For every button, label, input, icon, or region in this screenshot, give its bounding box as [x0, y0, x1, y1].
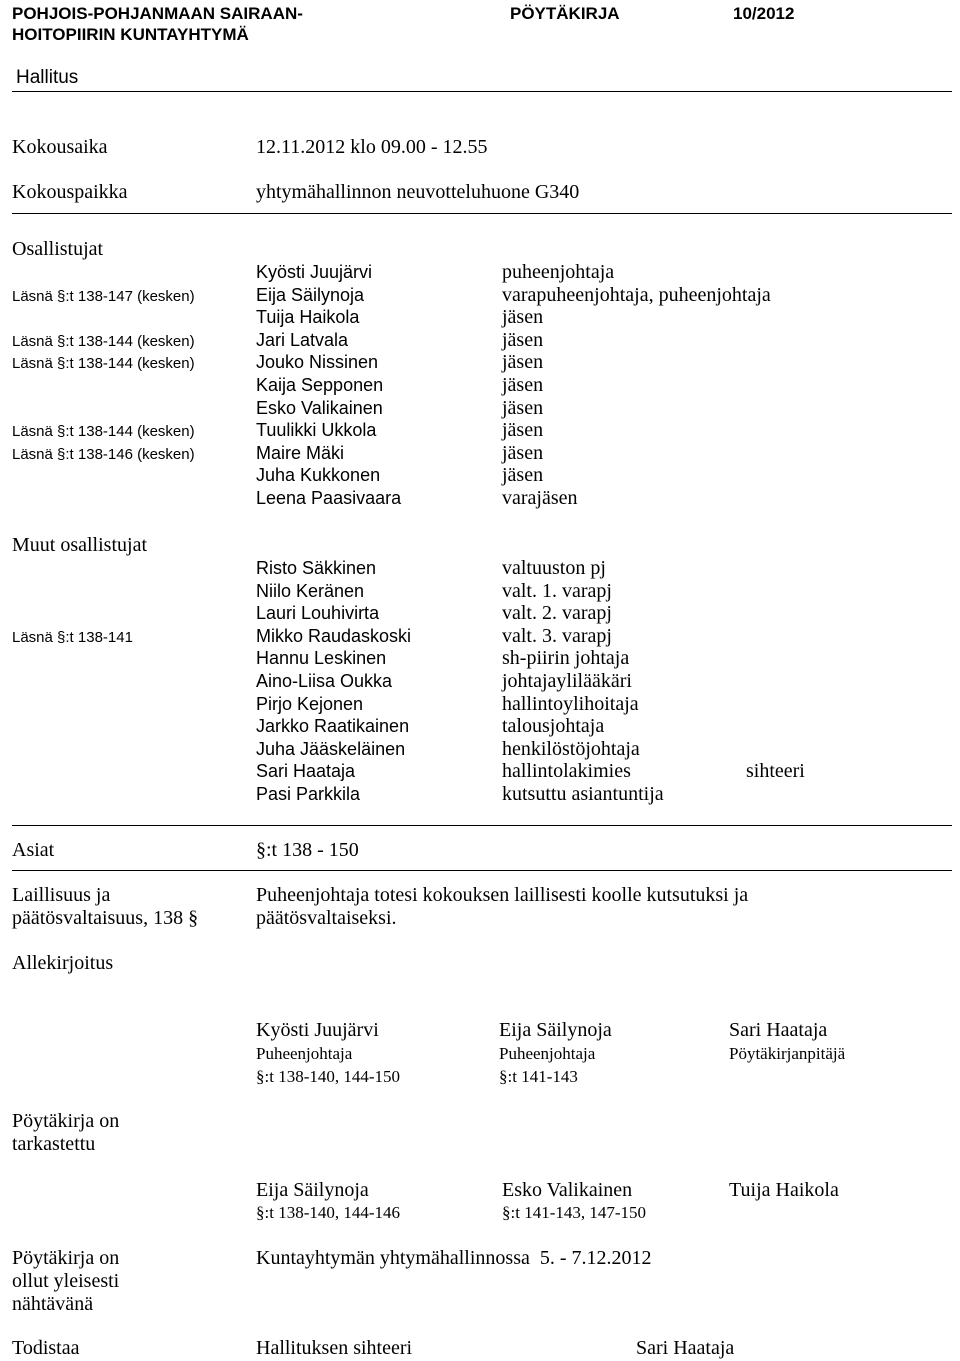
attendance-note: Läsnä §:t 138-147 (kesken) [12, 287, 195, 305]
header-rule [12, 91, 952, 92]
person-role: valt. 1. varapj [502, 579, 612, 602]
person-name: Tuija Haikola [256, 307, 360, 328]
meeting-place-label: Kokouspaikka [12, 181, 128, 203]
signer-sections: §:t 141-143 [499, 1067, 578, 1086]
person-name: Kaija Sepponen [256, 375, 384, 395]
person-name: Sari Haataja [256, 761, 356, 782]
meeting-time-value: 12.11.2012 klo 09.00 - 12.55 [256, 136, 488, 158]
person-role: henkilöstöjohtaja [502, 737, 640, 760]
legality-label-line2: päätösvaltaisuus, 138 § [12, 907, 199, 929]
signer-sections: §:t 138-140, 144-150 [256, 1067, 401, 1086]
person-name: Pasi Parkkila [256, 784, 361, 804]
person-role: johtajaylilääkäri [502, 670, 632, 692]
person-role: varapuheenjohtaja, puheenjohtaja [502, 283, 771, 306]
person-role: jäsen [502, 306, 544, 329]
person-role: jäsen [502, 374, 544, 396]
certify-name: Sari Haataja [636, 1337, 735, 1359]
person-name: Jari Latvala [256, 329, 349, 350]
checker-name: Tuija Haikola [729, 1179, 839, 1201]
attendance-note: Läsnä §:t 138-146 (kesken) [12, 445, 195, 463]
meeting-rule [12, 213, 952, 214]
checker-name: Esko Valikainen [502, 1179, 633, 1201]
checker-sections: §:t 138-140, 144-146 [256, 1203, 401, 1222]
person-role: valt. 2. varapj [502, 602, 612, 625]
attendance-note: Läsnä §:t 138-141 [12, 628, 133, 646]
person-name: Risto Säkkinen [256, 558, 377, 578]
person-role: puheenjohtaja [502, 261, 615, 283]
person-name: Lauri Louhivirta [256, 603, 380, 624]
person-name: Niilo Keränen [256, 580, 365, 601]
organization-name-line1: POHJOIS-POHJANMAAN SAIRAAN- [12, 4, 303, 23]
person-name: Esko Valikainen [256, 397, 383, 418]
person-role: jäsen [502, 328, 544, 351]
person-role: valt. 3. varapj [502, 624, 612, 647]
person-role: jäsen [502, 419, 544, 442]
person-role: hallintoylihoitaja [502, 692, 639, 715]
signer-title: Puheenjohtaja [256, 1044, 353, 1063]
legality-label-line1: Laillisuus ja [12, 884, 111, 906]
attendance-note: Läsnä §:t 138-144 (kesken) [12, 332, 195, 350]
person-extra-role: sihteeri [746, 760, 805, 783]
public-label-line3: nähtävänä [12, 1293, 94, 1315]
person-name: Kyösti Juujärvi [256, 262, 373, 282]
checked-label-line1: Pöytäkirja on [12, 1110, 120, 1132]
public-label-line1: Pöytäkirja on [12, 1247, 120, 1269]
public-value: Kuntayhtymän yhtymähallinnossa 5. - 7.12.2012 [256, 1247, 652, 1269]
person-name: Juha Kukkonen [256, 465, 381, 486]
checker-sections: §:t 141-143, 147-150 [502, 1203, 647, 1222]
body-name: Hallitus [16, 67, 79, 88]
legality-text-line1: Puheenjohtaja totesi kokouksen laillisesti koolle kutsutuksi ja [256, 884, 749, 906]
person-role: talousjohtaja [502, 715, 605, 738]
participants-rule [12, 825, 952, 826]
signer-name: Sari Haataja [729, 1019, 828, 1041]
signature-label: Allekirjoitus [12, 952, 114, 974]
person-role: kutsuttu asiantuntija [502, 783, 664, 805]
person-role: jäsen [502, 441, 544, 464]
public-label-line2: ollut yleisesti [12, 1270, 120, 1292]
person-role: sh-piirin johtaja [502, 647, 630, 670]
signer-title: Puheenjohtaja [499, 1044, 596, 1063]
person-name: Leena Paasivaara [256, 488, 402, 508]
certify-label: Todistaa [12, 1337, 80, 1359]
person-name: Hannu Leskinen [256, 648, 387, 669]
person-role: jäsen [502, 396, 544, 419]
attendance-note: Läsnä §:t 138-144 (kesken) [12, 355, 195, 373]
matters-label: Asiat [12, 839, 55, 861]
participants-label: Osallistujat [12, 238, 104, 260]
checked-label-line2: tarkastettu [12, 1133, 96, 1155]
person-role: varajäsen [502, 487, 578, 509]
person-name: Maire Mäki [256, 442, 345, 463]
organization-name-line2: HOITOPIIRIN KUNTAYHTYMÄ [12, 25, 249, 44]
person-name: Mikko Raudaskoski [256, 625, 412, 646]
person-role: jäsen [502, 351, 544, 374]
person-name: Jarkko Raatikainen [256, 716, 410, 737]
person-name: Pirjo Kejonen [256, 693, 364, 714]
person-name: Eija Säilynoja [256, 284, 365, 305]
document-number: 10/2012 [733, 4, 795, 23]
person-name: Tuulikki Ukkola [256, 420, 377, 441]
person-name: Jouko Nissinen [256, 352, 379, 373]
certify-role: Hallituksen sihteeri [256, 1337, 413, 1359]
person-role: jäsen [502, 464, 544, 487]
person-name: Aino-Liisa Oukka [256, 671, 393, 691]
matters-rule [12, 870, 952, 871]
person-name: Juha Jääskeläinen [256, 738, 406, 759]
person-role: valtuuston pj [502, 557, 606, 579]
legality-text-line2: päätösvaltaiseksi. [256, 907, 397, 929]
signer-title: Pöytäkirjanpitäjä [729, 1044, 846, 1063]
meeting-place-value: yhtymähallinnon neuvotteluhuone G340 [256, 181, 580, 203]
signer-name: Kyösti Juujärvi [256, 1019, 379, 1041]
attendance-note: Läsnä §:t 138-144 (kesken) [12, 423, 195, 441]
other-participants-label: Muut osallistujat [12, 534, 147, 556]
checker-name: Eija Säilynoja [256, 1179, 369, 1201]
meeting-time-label: Kokousaika [12, 136, 108, 158]
document-type: PÖYTÄKIRJA [510, 4, 620, 23]
signer-name: Eija Säilynoja [499, 1019, 612, 1041]
matters-value: §:t 138 - 150 [256, 839, 359, 861]
person-role: hallintolakimies [502, 760, 631, 783]
